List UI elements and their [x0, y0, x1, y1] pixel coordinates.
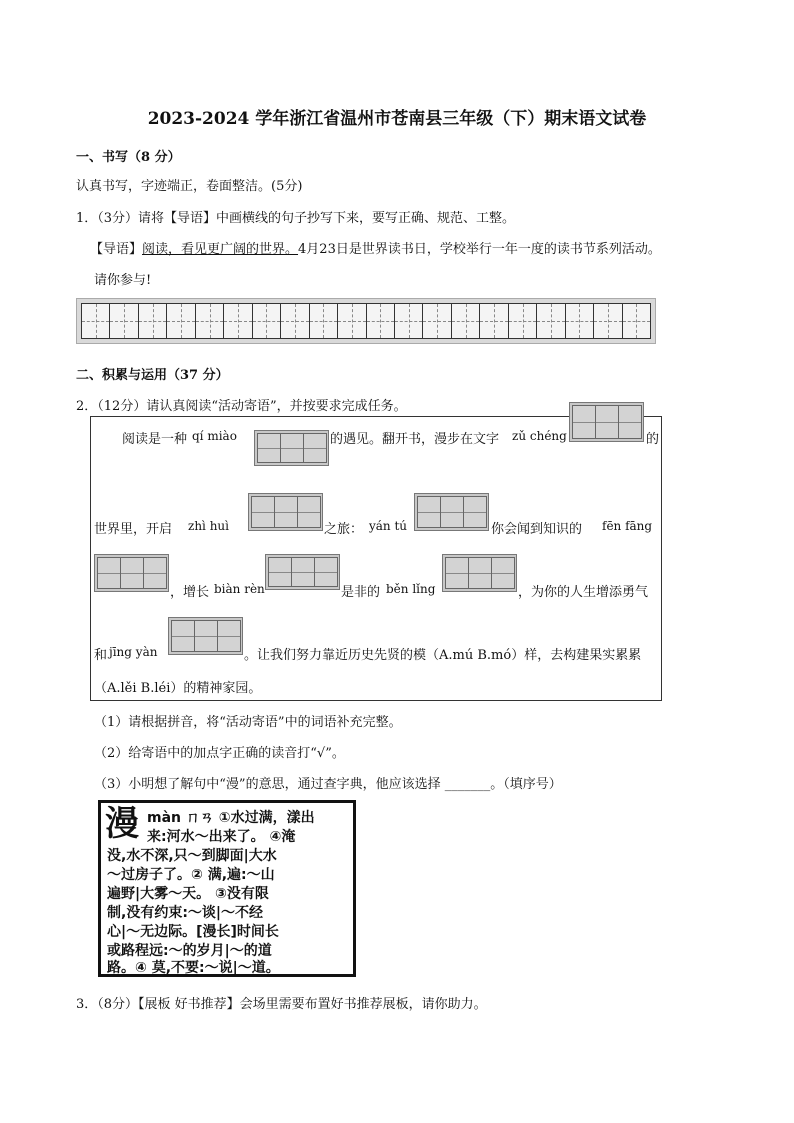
answer-grid-5[interactable] [94, 554, 169, 592]
dictionary-line: 或路程远:～的岁月|～的道 [107, 943, 272, 959]
intro-underlined: 阅读，看见更广阔的世界。 [142, 242, 299, 257]
question1-intro [90, 238, 661, 257]
handwriting-cell[interactable] [196, 304, 224, 338]
pinyin-qimiao: qí miào [192, 429, 237, 443]
handwriting-cell[interactable] [253, 304, 281, 338]
pinyin-yantu: yán tú [369, 519, 408, 533]
pinyin-zucheng: zǔ chéng [512, 429, 567, 443]
dictionary-entry-image [98, 800, 356, 977]
answer-grid-6[interactable] [265, 554, 340, 590]
passage-l1c: 的 [646, 432, 660, 447]
answer-grid-4[interactable] [414, 493, 489, 531]
passage-l2a: 世界里，开启 [94, 522, 173, 537]
handwriting-cell[interactable] [452, 304, 480, 338]
handwriting-cell[interactable] [509, 304, 537, 338]
handwriting-cell[interactable] [167, 304, 195, 338]
pinyin-jingyan: jīng yàn [109, 645, 158, 659]
handwriting-cell[interactable] [310, 304, 338, 338]
dictionary-line: 遍野|大雾～天。 ③没有限 [107, 886, 269, 902]
question2-sub1: （1）请根据拼音，将“活动寄语”中的词语补充完整。 [94, 715, 402, 730]
answer-grid-8[interactable] [168, 617, 243, 655]
passage-l3b: 是非的 [341, 585, 381, 600]
passage-l1b: 的遇见。翻开书，漫步在文字 [330, 432, 500, 447]
page-title: 2023-2024 学年浙江省温州市苍南县三年级（下）期末语文试卷 [147, 109, 647, 129]
handwriting-cell[interactable] [395, 304, 423, 338]
dictionary-line: 制,没有约束:～谈|～不经 [107, 905, 264, 921]
dictionary-line: 路。④ 莫,不要:～说|～道。 [107, 960, 280, 976]
intro-tag: 【导语】 [90, 242, 143, 257]
question2-sub3 [94, 773, 562, 792]
sub3-tail: 。（填序号） [490, 777, 562, 792]
passage-l3a: ，增长 [170, 585, 210, 600]
handwriting-cell[interactable] [623, 304, 650, 338]
handwriting-cell[interactable] [139, 304, 167, 338]
sub3-text: （3）小明想了解句中“漫”的意思，通过查字典，他应该选择 [94, 777, 441, 792]
passage-l5: （A.lěi B.léi）的精神家园。 [94, 681, 262, 696]
handwriting-cell[interactable] [480, 304, 508, 338]
passage-l4a: 和 [94, 648, 108, 663]
answer-grid-2[interactable] [569, 402, 644, 442]
dictionary-line: màn ㄇㄢ ①水过满，漾出 [147, 810, 315, 826]
passage-l2c: 你会闻到知识的 [491, 522, 583, 537]
sub3-blank[interactable]: _______ [444, 777, 491, 792]
question1-text: 1．（3分）请将【导语】中画横线的句子抄写下来，要写正确、规范、工整。 [76, 211, 516, 226]
pinyin-zhihui: zhì huì [188, 519, 229, 533]
answer-grid-1[interactable] [254, 430, 329, 466]
handwriting-cell[interactable] [423, 304, 451, 338]
handwriting-cell[interactable] [338, 304, 366, 338]
dictionary-line: 没,水不深,只～到脚面|大水 [107, 848, 277, 864]
dictionary-line: ～过房子了。② 满,遍:～山 [107, 867, 275, 883]
question2-sub2: （2）给寄语中的加点字正确的读音打“√”。 [94, 746, 345, 761]
passage-l4b: 。让我们努力靠近历史先贤的模（A.mú B.mó）样，去构建果实累累 [244, 648, 642, 663]
section2-heading: 二、积累与运用（37 分） [76, 368, 229, 383]
handwriting-grid[interactable] [76, 298, 656, 344]
dictionary-line: 来:河水～出来了。 ④淹 [147, 829, 296, 845]
intro-rest: 4月23日是世界读书日，学校举行一年一度的读书节系列活动。 [298, 242, 661, 257]
question1-intro-line2: 请你参与! [94, 273, 152, 288]
passage-l2b: 之旅： [324, 522, 364, 537]
question2-text: 2．（12分）请认真阅读“活动寄语”，并按要求完成任务。 [76, 399, 407, 414]
handwriting-cell[interactable] [224, 304, 252, 338]
handwriting-cell[interactable] [537, 304, 565, 338]
pinyin-bianren: biàn rèn [214, 582, 265, 596]
answer-grid-3[interactable] [248, 493, 323, 531]
pinyin-benling: běn lǐng [386, 582, 436, 596]
pinyin-fenfang: fēn fāng [602, 519, 653, 533]
question3-text: 3．（8分）【展板 好书推荐】会场里需要布置好书推荐展板，请你助力。 [76, 997, 487, 1012]
handwriting-cell[interactable] [110, 304, 138, 338]
handwriting-cell[interactable] [281, 304, 309, 338]
handwriting-cell[interactable] [367, 304, 395, 338]
section1-heading: 一、书写（8 分） [76, 150, 181, 165]
passage-l1a: 阅读是一种 [122, 432, 188, 447]
answer-grid-7[interactable] [442, 554, 517, 592]
passage-l3c: ，为你的人生增添勇气 [518, 585, 649, 600]
dictionary-line: 心|～无边际。[漫长]时间长 [107, 924, 279, 940]
handwriting-cell[interactable] [594, 304, 622, 338]
handwriting-cell[interactable] [82, 304, 110, 338]
section1-instruction: 认真书写，字迹端正，卷面整洁。(5分) [76, 179, 303, 194]
dictionary-char: 漫 [105, 804, 139, 844]
handwriting-cell[interactable] [566, 304, 594, 338]
